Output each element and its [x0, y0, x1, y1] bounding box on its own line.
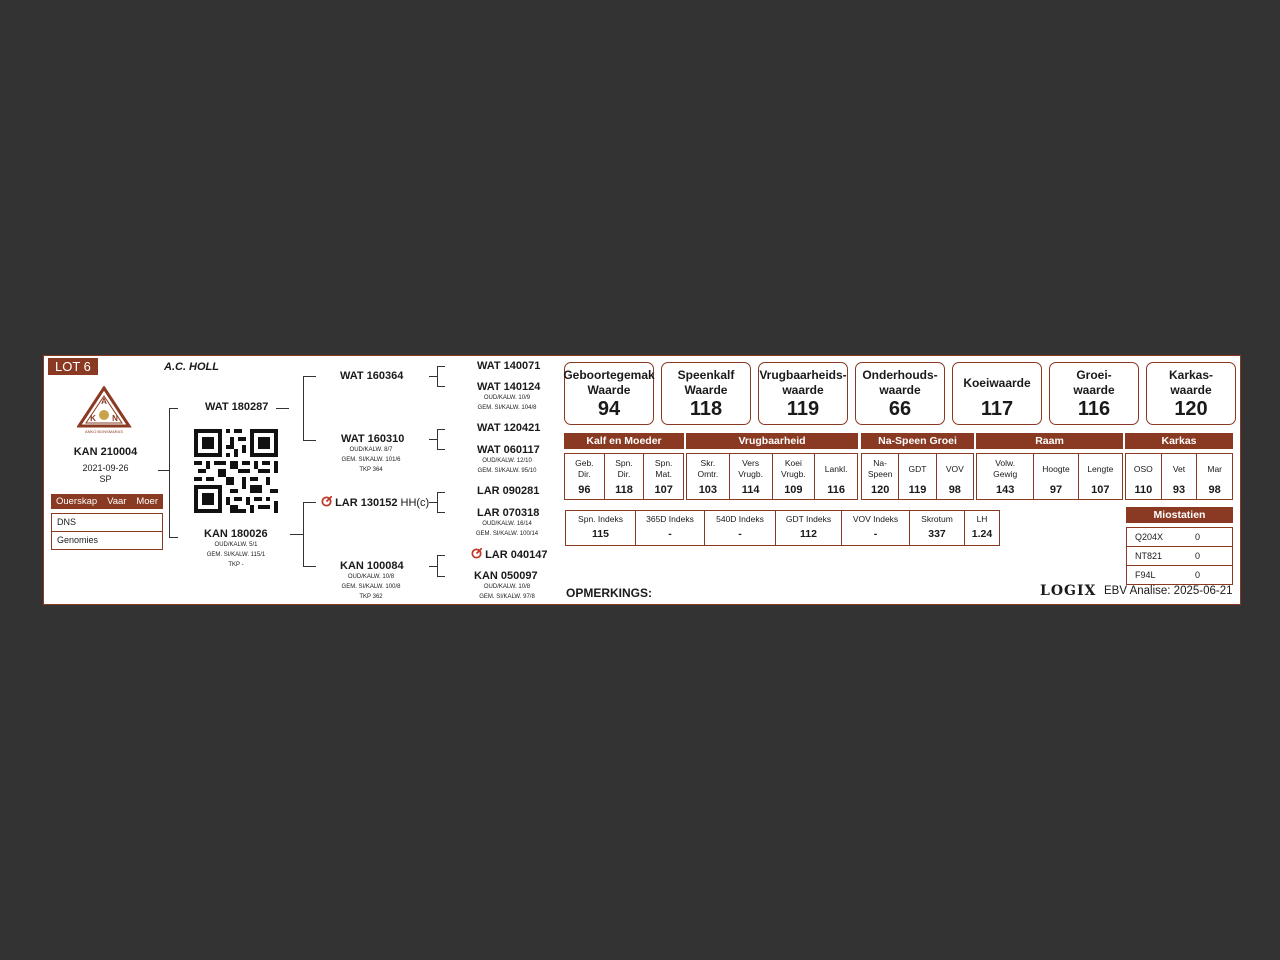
connector	[290, 534, 303, 535]
cell-vers-vrugb: Vers Vrugb. 114	[730, 454, 773, 499]
connector	[429, 439, 437, 440]
dam-sire-name: LAR 130152 HH(c)	[321, 496, 429, 509]
breed-logo	[77, 386, 132, 436]
animal-birth-date: 2021-09-26	[82, 463, 129, 473]
sdd-name: WAT 060117	[477, 444, 540, 456]
breeder-name: A.C. HOLL	[164, 361, 219, 373]
table-raam	[976, 453, 1123, 500]
connector	[437, 492, 438, 512]
section-kalf-en-moeder: Kalf en Moeder	[564, 433, 684, 449]
dam-dam-info: OUD/KALW. 10/8 GEM. SI/KALW. 100/8 TKP 362	[341, 574, 401, 600]
connector	[437, 386, 445, 387]
flag-dns: DNS	[52, 514, 162, 532]
index-table	[565, 510, 1000, 546]
idx-skrotum: Skrotum 337	[910, 511, 965, 545]
cell-spn-dir: Spn. Dir. 118	[605, 454, 645, 499]
ebv-speenkalf: Speenkalf Waarde 118	[661, 362, 751, 425]
cell-geb-dir: Geb. Dir. 96	[565, 454, 605, 499]
hh-carrier-icon	[321, 496, 332, 507]
connector	[169, 537, 178, 538]
connector	[437, 512, 445, 513]
svg-text:K: K	[90, 414, 96, 423]
section-raam: Raam	[976, 433, 1123, 449]
ebv-koeiwaarde: Koeiwaarde 117	[952, 362, 1042, 425]
svg-text:ANKO BONSMARAS: ANKO BONSMARAS	[84, 429, 124, 434]
connector	[303, 566, 316, 567]
connector	[303, 502, 316, 503]
remarks-label: OPMERKINGS:	[566, 586, 653, 600]
ebv-geboortegemak: Geboortegemak Waarde 94	[564, 362, 654, 425]
cell-spn-mat: Spn. Mat. 107	[654, 458, 673, 496]
logix-logo: LOGIX	[1040, 583, 1097, 599]
dam-dam-name: KAN 100084	[340, 560, 404, 572]
hh-carrier-icon	[471, 548, 482, 559]
cell-lengte: Lengte 107	[1087, 463, 1114, 496]
ddd-name: KAN 050097	[474, 570, 538, 582]
connector	[429, 502, 437, 503]
cell-skr-omtr: Skr. Omtr. 103	[687, 454, 730, 499]
qr-code	[194, 429, 278, 513]
connector	[429, 566, 437, 567]
table-karkas	[1125, 453, 1233, 500]
parentage-label: Ouerskap	[55, 496, 98, 507]
cell-gdt: GDT 119	[899, 454, 936, 499]
dam-verified-label: Moer	[136, 496, 159, 507]
connector	[303, 376, 316, 377]
lot-card	[43, 355, 1241, 605]
miostatien-row: NT821 0	[1127, 547, 1232, 566]
sds-name: WAT 120421	[477, 422, 541, 434]
section-karkas: Karkas	[1125, 433, 1233, 449]
sire-sire-name: WAT 160364	[340, 370, 404, 382]
sire-dam-name: WAT 160310	[341, 433, 405, 445]
cell-koei-vrugb: Koei Vrugb. 109	[773, 454, 816, 499]
ssd-info: OUD/KALW. 10/9 GEM. SI/KALW. 104/8	[477, 395, 537, 411]
connector	[437, 555, 438, 576]
connector	[437, 555, 445, 556]
idx-365d: 365D Indeks -	[636, 511, 705, 545]
connector	[169, 408, 170, 537]
sire-verified-label: Vaar	[107, 496, 127, 507]
miostatien-row: Q204X 0	[1127, 528, 1232, 547]
table-kalf-en-moeder	[564, 453, 684, 500]
idx-540d: 540D Indeks -	[705, 511, 776, 545]
animal-id: KAN 210004	[73, 446, 138, 458]
connector	[303, 502, 304, 566]
connector	[437, 429, 445, 430]
connector	[437, 366, 445, 367]
sire-dam-info: OUD/KALW. 8/7 GEM. SI/KALW. 101/6 TKP 364	[341, 447, 401, 473]
parentage-bar	[51, 494, 163, 509]
connector	[437, 576, 445, 577]
section-na-speen-groei: Na-Speen Groei	[861, 433, 974, 449]
connector	[158, 470, 169, 471]
connector	[437, 429, 438, 449]
miostatien-table	[1126, 527, 1233, 585]
section-vrugbaarheid: Vrugbaarheid	[686, 433, 858, 449]
dsd-info: OUD/KALW. 16/14 GEM. SI/KALW. 100/14	[475, 521, 539, 537]
cell-hoogte: Hoogte 97	[1034, 454, 1078, 499]
connector	[303, 440, 316, 441]
connector	[276, 408, 289, 409]
sire-name: WAT 180287	[205, 401, 269, 413]
sdd-info: OUD/KALW. 12/10 GEM. SI/KALW. 95/10	[477, 458, 537, 474]
miostatien-header: Miostatien	[1126, 507, 1233, 523]
ebv-vrugbaarheid: Vrugbaarheids- waarde 119	[758, 362, 848, 425]
cell-volw-gewig: Volw. Gewig 143	[977, 454, 1034, 499]
svg-text:N: N	[112, 414, 118, 423]
dds-name: LAR 040147	[471, 548, 547, 561]
cell-oso: OSO 110	[1126, 454, 1162, 499]
cell-na-speen: Na- Speen 120	[862, 454, 899, 499]
dss-name: LAR 090281	[477, 485, 540, 497]
lot-badge: LOT 6	[48, 358, 98, 375]
dam-info: OUD/KALW. 5/1 GEM. SI/KALW. 115/1 TKP -	[206, 542, 266, 568]
connector	[437, 366, 438, 386]
ebv-groei: Groei- waarde 116	[1049, 362, 1139, 425]
analysis-date: EBV Analise: 2025-06-21	[1104, 585, 1233, 597]
idx-spn: Spn. Indeks 115	[566, 511, 636, 545]
table-vrugbaarheid	[686, 453, 858, 500]
idx-vov: VOV Indeks -	[842, 511, 910, 545]
connector	[169, 408, 178, 409]
cell-vov: VOV 98	[945, 463, 964, 496]
dam-name: KAN 180026	[204, 528, 268, 540]
miostatien-row: F94L 0	[1135, 570, 1201, 580]
animal-sex: SP	[99, 474, 112, 484]
connector	[303, 376, 304, 440]
flags-box	[51, 513, 163, 550]
sss-name: WAT 140071	[477, 360, 541, 372]
idx-lh: LH 1.24	[971, 514, 993, 540]
connector	[437, 449, 445, 450]
ssd-name: WAT 140124	[477, 381, 541, 393]
connector	[437, 492, 445, 493]
idx-gdt: GDT Indeks 112	[776, 511, 842, 545]
flag-genomies: Genomies	[57, 535, 99, 545]
table-na-speen-groei	[861, 453, 974, 500]
connector	[429, 376, 437, 377]
ddd-info: OUD/KALW. 10/8 GEM. SI/KALW. 97/8	[479, 584, 535, 600]
cell-lankl: Lankl. 116	[824, 463, 848, 496]
dsd-name: LAR 070318	[477, 507, 540, 519]
cell-vet: Vet 93	[1162, 454, 1198, 499]
ebv-onderhouds: Onderhouds- waarde 66	[855, 362, 945, 425]
svg-text:A: A	[101, 397, 107, 406]
ebv-karkas: Karkas- waarde 120	[1146, 362, 1236, 425]
cell-mar: Mar 98	[1207, 463, 1222, 496]
